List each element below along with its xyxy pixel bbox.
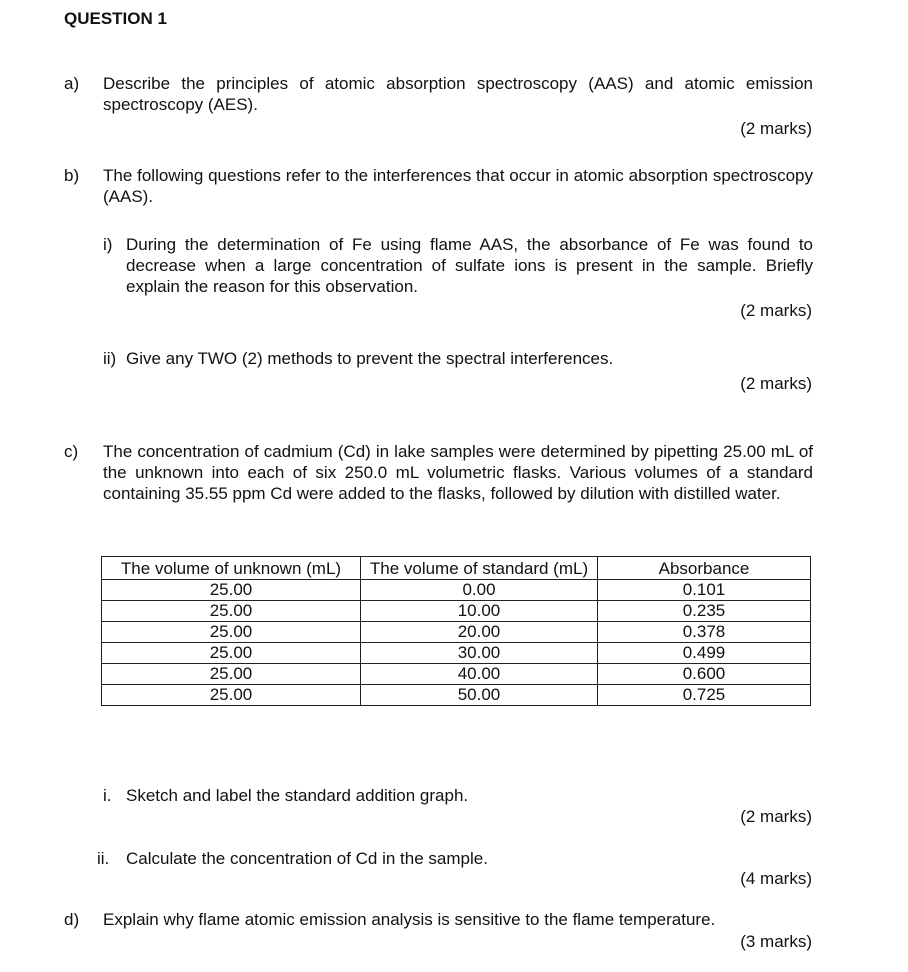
table-row — [102, 685, 811, 706]
table-cell: 10.00 — [361, 601, 598, 622]
part-c-ii-label: ii. — [97, 849, 110, 868]
part-c-i-label: i. — [103, 786, 112, 805]
table-cell: 40.00 — [361, 664, 598, 685]
table-header-absorbance: Absorbance — [598, 557, 811, 580]
part-b-ii-marks: (2 marks) — [740, 374, 812, 393]
table-row — [102, 664, 811, 685]
table-row — [102, 622, 811, 643]
part-a-label: a) — [64, 74, 80, 93]
table-cell: 0.00 — [361, 580, 598, 601]
part-b-ii-label: ii) — [103, 349, 117, 368]
part-d-text: Explain why flame atomic emission analysis is sensitive to the flame temperature. — [103, 910, 716, 929]
question-title: QUESTION 1 — [64, 9, 167, 28]
table-cell: 0.101 — [598, 580, 811, 601]
table-cell: 25.00 — [102, 685, 361, 706]
table-row — [102, 580, 811, 601]
part-c-ii-marks: (4 marks) — [740, 869, 812, 888]
part-b-text: The following questions refer to the interferences that occur in atomic absorption spectroscopy (AAS). — [103, 166, 813, 206]
part-a-text: Describe the principles of atomic absorption spectroscopy (AAS) and atomic emission spectroscopy (AES). — [103, 74, 813, 114]
table-row — [102, 643, 811, 664]
part-c-i-marks: (2 marks) — [740, 807, 812, 826]
part-b-ii-text: Give any TWO (2) methods to prevent the spectral interferences. — [126, 349, 614, 368]
part-c-text: The concentration of cadmium (Cd) in lake samples were determined by pipetting 25.00 mL of the unknown into each of six 250.0 mL volumetric flasks. Various volumes of a standard containing 35.55 ppm Cd were added to the flasks, followed by dilution with distilled water. — [103, 442, 813, 503]
table-cell: 25.00 — [102, 601, 361, 622]
table-cell: 25.00 — [102, 622, 361, 643]
table-cell: 30.00 — [361, 643, 598, 664]
table-cell: 0.725 — [598, 685, 811, 706]
table-cell: 20.00 — [361, 622, 598, 643]
table-header-row — [102, 557, 811, 580]
part-c-ii-text: Calculate the concentration of Cd in the sample. — [126, 849, 488, 868]
table-cell: 25.00 — [102, 643, 361, 664]
part-d-marks: (3 marks) — [740, 932, 812, 951]
table-cell: 0.499 — [598, 643, 811, 664]
table-cell: 25.00 — [102, 664, 361, 685]
part-b-i-text: During the determination of Fe using flame AAS, the absorbance of Fe was found to decrease when a large concentration of sulfate ions is present in the sample. Briefly explain the reason for this observation. — [126, 235, 813, 296]
part-c-i-text: Sketch and label the standard addition graph. — [126, 786, 469, 805]
table-header-standard: The volume of standard (mL) — [361, 557, 598, 580]
part-b-label: b) — [64, 166, 80, 185]
standard-addition-table — [101, 556, 811, 706]
table-cell: 0.378 — [598, 622, 811, 643]
table-cell: 25.00 — [102, 580, 361, 601]
table-header-unknown: The volume of unknown (mL) — [102, 557, 361, 580]
part-d-label: d) — [64, 910, 80, 929]
table-cell: 0.235 — [598, 601, 811, 622]
table-cell: 0.600 — [598, 664, 811, 685]
table-row — [102, 601, 811, 622]
part-c-label: c) — [64, 442, 79, 461]
part-b-i-label: i) — [103, 235, 113, 254]
part-a-marks: (2 marks) — [740, 119, 812, 138]
part-b-i-marks: (2 marks) — [740, 301, 812, 320]
table-cell: 50.00 — [361, 685, 598, 706]
